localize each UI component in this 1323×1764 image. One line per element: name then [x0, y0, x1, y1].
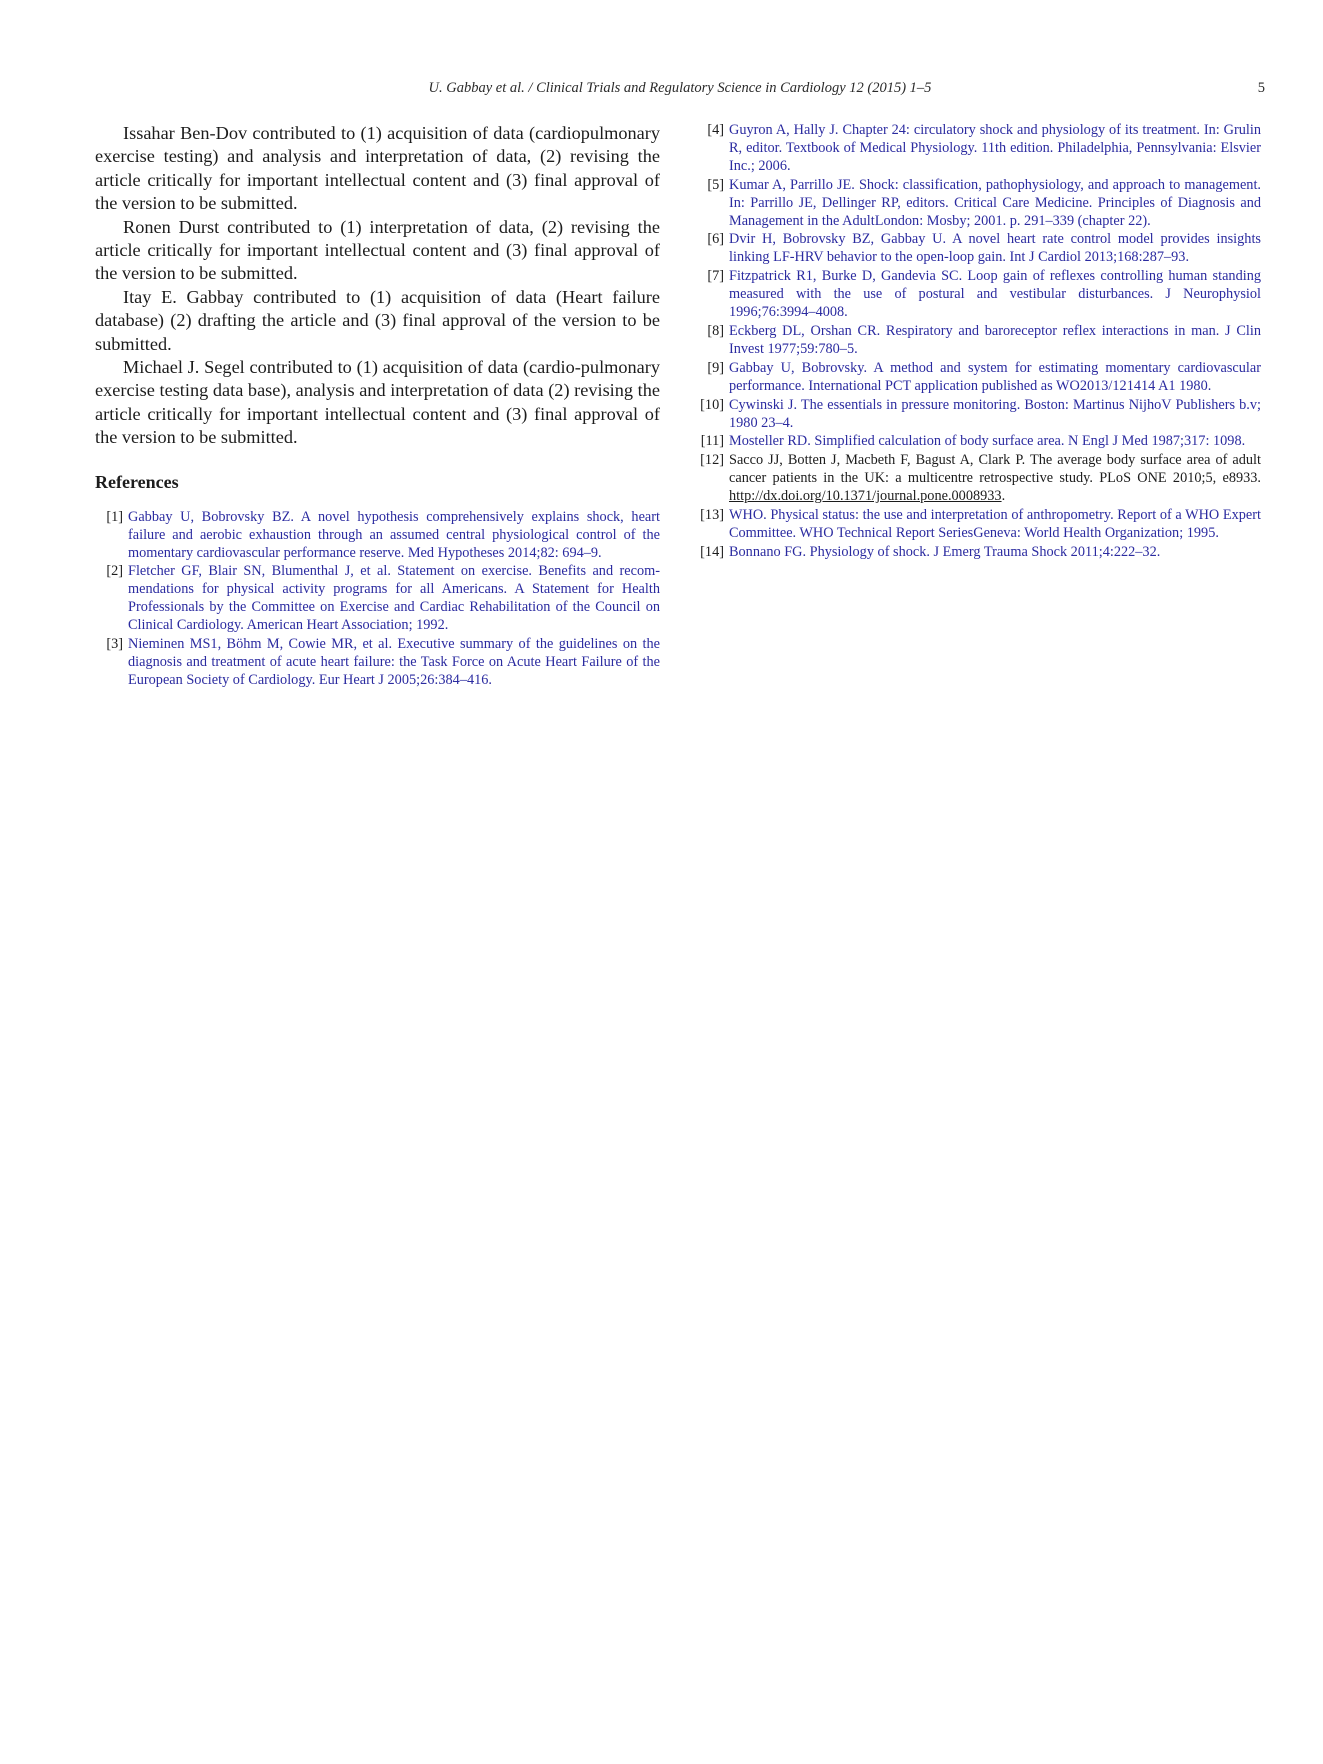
reference-number: [3]	[106, 636, 123, 653]
reference-link[interactable]: Guyron A, Hally J. Chapter 24: circulatory shock and physiology of its treatment. In: Grulin R, editor. Textbook of Medical Physiology. 11th edition. Philadelphia, Pennsylvania: Elsvier Inc.; 2006.	[729, 122, 1261, 174]
reference-item	[696, 231, 1261, 267]
reference-number: [7]	[707, 268, 724, 285]
reference-number: [13]	[700, 507, 724, 524]
reference-item	[95, 636, 660, 690]
reference-link[interactable]: Eckberg DL, Orshan CR. Respiratory and baroreceptor reflex interactions in man. J Clin Invest 1977;59:780–5.	[729, 322, 1261, 357]
reference-number: [12]	[700, 452, 724, 469]
reference-item	[696, 507, 1261, 543]
reference-text: Sacco JJ, Botten J, Macbeth F, Bagust A, Clark P. The average body surface area of adult cancer patients in the UK: a multicentre retrospective study. PLoS ONE 2010;5, e8933.	[729, 452, 1261, 487]
contribution-paragraph: Michael J. Segel contributed to (1) acquisition of data (cardio-pulmonary exercise testing data base), analysis and interpretation of data (2) revising the article critically for important intellectual content and (3) final approval of the version to be submitted.	[95, 357, 660, 448]
contribution-paragraph: Ronen Durst contributed to (1) interpretation of data, (2) revising the article critically for important intellectual content and (3) final approval of the version to be submitted.	[95, 216, 660, 284]
reference-link[interactable]: Dvir H, Bobrovsky BZ, Gabbay U. A novel heart rate control model provides insights linking LF-HRV behavior to the open-loop gain. Int J Cardiol 2013;168:287–93.	[729, 231, 1261, 266]
reference-link[interactable]: Gabbay U, Bobrovsky BZ. A novel hypothesis comprehensively explains shock, heart failure and aerobic exhaustion through an assumed central physiological control of the momentary cardiovascular performance reserve. Med Hypotheses 2014;82: 694–9.	[128, 508, 660, 561]
reference-number: [4]	[707, 122, 724, 138]
references-heading: References	[95, 471, 179, 492]
reference-item	[696, 452, 1261, 506]
page-number: 5	[1257, 80, 1265, 96]
reference-link[interactable]: Mosteller RD. Simplified calculation of body surface area. N Engl J Med 1987;317: 1098.	[729, 433, 1246, 450]
reference-number: [8]	[707, 322, 724, 339]
reference-link[interactable]: Gabbay U, Bobrovsky. A method and system for estimating momentary cardiovascular performance. International PCT application published as WO2013/121414 A1 1980.	[729, 359, 1261, 394]
reference-item	[696, 433, 1261, 451]
reference-item	[95, 509, 660, 563]
reference-link[interactable]: Nieminen MS1, Böhm M, Cowie MR, et al. Executive summary of the guidelines on the diagnosis and treatment of acute heart failure: the Task Force on Acute Heart Failure of the European Society of Cardiology. Eur Heart J 2005;26:384–416.	[128, 636, 660, 688]
reference-item	[696, 122, 1261, 176]
doi-link[interactable]: http://dx.doi.org/10.1371/journal.pone.0008933	[729, 488, 1002, 505]
reference-number: [11]	[700, 433, 724, 450]
reference-link[interactable]: Kumar A, Parrillo JE. Shock: classification, pathophysiology, and approach to management. In: Parrillo JE, Dellinger RP, editors. Critical Care Medicine. Principles of Diagnosis and Management in the AdultLondon: Mosby; 2001. p. 291–339 (chapter 22).	[729, 176, 1261, 229]
reference-link[interactable]: Fitzpatrick R1, Burke D, Gandevia SC. Loop gain of reflexes controlling human standing measured with the use of postural and vestibular disturbances. J Neurophysiol 1996;76:3994–4008.	[729, 268, 1261, 321]
reference-item	[95, 563, 660, 635]
reference-list-left	[95, 509, 660, 690]
reference-list-right	[696, 122, 1261, 562]
contribution-paragraph: Issahar Ben-Dov contributed to (1) acquisition of data (cardiopulmonary exercise testing) and analysis and interpretation of data, (2) revising the article critically for important intellectual content and (3) final approval of the version to be submitted.	[95, 123, 660, 214]
reference-number: [2]	[106, 563, 123, 580]
reference-text-end: .	[1001, 488, 1006, 505]
reference-item	[696, 360, 1261, 396]
running-head	[95, 80, 1265, 97]
reference-item	[696, 268, 1261, 322]
left-column	[95, 122, 660, 691]
reference-item	[696, 397, 1261, 433]
reference-link[interactable]: Bonnano FG. Physiology of shock. J Emerg Trauma Shock 2011;4:222–32.	[729, 543, 1161, 560]
reference-item	[696, 323, 1261, 359]
reference-link[interactable]: Fletcher GF, Blair SN, Blumenthal J, et al. Statement on exercise. Benefits and recommendations for physical activity programs for all Americans. A Statement for Health Professionals by the Committee on Exercise and Cardiac Rehabilitation of the Council on Clinical Cardiology. American Heart Association; 1992.	[128, 563, 660, 634]
contribution-paragraph: Itay E. Gabbay contributed to (1) acquisition of data (Heart failure database) (2) drafting the article and (3) final approval of the version to be submitted.	[95, 286, 660, 354]
reference-number: [14]	[700, 543, 724, 560]
author-contributions	[95, 122, 660, 450]
reference-number: [10]	[700, 396, 724, 413]
reference-number: [6]	[707, 231, 724, 248]
reference-item	[696, 544, 1261, 562]
reference-number: [5]	[707, 176, 724, 193]
reference-number: [1]	[106, 508, 123, 525]
running-head-title: U. Gabbay et al. / Clinical Trials and Regulatory Science in Cardiology 12 (2015) 1–5	[428, 80, 932, 96]
reference-link[interactable]: Cywinski J. The essentials in pressure monitoring. Boston: Martinus NijhoV Publishers b.v; 1980 23–4.	[729, 396, 1261, 431]
right-column	[696, 122, 1261, 563]
reference-number: [9]	[707, 359, 724, 376]
reference-item	[696, 177, 1261, 231]
reference-link[interactable]: WHO. Physical status: the use and interpretation of anthropometry. Report of a WHO Expert Committee. WHO Technical Report SeriesGeneva: World Health Organization; 1995.	[729, 507, 1261, 541]
